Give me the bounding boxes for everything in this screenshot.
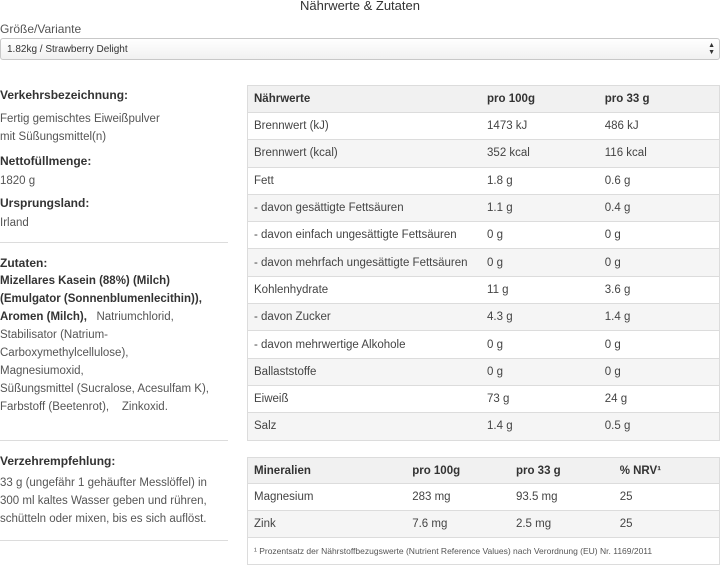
cell: 24 g [599, 385, 720, 412]
cell: Magnesium [248, 484, 407, 511]
cell: Zink [248, 511, 407, 538]
table-row [248, 167, 720, 194]
minerals-header-name: Mineralien [248, 458, 407, 484]
cell: 283 mg [406, 484, 510, 511]
ingredient-line-1: Mizellares Kasein (88%) (Milch) [0, 275, 170, 287]
cell: Brennwert (kcal) [248, 140, 482, 167]
cell: 0.5 g [599, 413, 720, 440]
table-row [248, 222, 720, 249]
table-row [248, 358, 720, 385]
origin-value: Irland [0, 217, 29, 229]
variant-label: Größe/Variante [0, 22, 82, 36]
divider [0, 540, 228, 541]
table-row [248, 276, 720, 303]
usage-line-1: 33 g (ungefähr 1 gehäufter Messlöffel) in [0, 477, 207, 489]
usage-heading: Verzehrempfehlung: [0, 454, 116, 468]
table-row [248, 194, 720, 221]
variant-selected-value: 1.82kg / Strawberry Delight [7, 44, 128, 55]
nutrition-header-33g: pro 33 g [599, 86, 720, 113]
cell: Brennwert (kJ) [248, 113, 482, 140]
cell: 1.8 g [481, 167, 599, 194]
divider [0, 242, 228, 243]
ingredient-line-8b: Zinkoxid. [121, 401, 168, 413]
usage-line-2: 300 ml kaltes Wasser geben und rühren, [0, 495, 207, 507]
variant-select[interactable] [0, 38, 720, 60]
cell: Salz [248, 413, 482, 440]
cell: 1.4 g [599, 304, 720, 331]
cell: 116 kcal [599, 140, 720, 167]
usage-block [0, 454, 228, 525]
cell: 0 g [599, 222, 720, 249]
table-row [248, 140, 720, 167]
cell: 0 g [599, 249, 720, 276]
cell: 486 kJ [599, 113, 720, 140]
cell: 4.3 g [481, 304, 599, 331]
cell: 352 kcal [481, 140, 599, 167]
select-arrows-icon: ▲ ▼ [708, 42, 715, 56]
cell: Fett [248, 167, 482, 194]
cell: 93.5 mg [510, 484, 614, 511]
cell: 3.6 g [599, 276, 720, 303]
cell: - davon gesättigte Fettsäuren [248, 194, 482, 221]
name-line-2: mit Süßungsmittel(n) [0, 131, 107, 143]
minerals-header-100g: pro 100g [406, 458, 510, 484]
cell: 73 g [481, 385, 599, 412]
cell: 25 [614, 511, 720, 538]
minerals-header-nrv: % NRV¹ [614, 458, 720, 484]
ingredients-heading: Zutaten: [0, 256, 48, 270]
ingredient-line-5: Carboxymethylcellulose), [0, 347, 129, 359]
name-heading: Verkehrsbezeichnung: [0, 88, 129, 102]
cell: Kohlenhydrate [248, 276, 482, 303]
ingredient-line-3-bold: Aromen (Milch), [0, 311, 87, 323]
cell: 0 g [481, 331, 599, 358]
cell: 0.6 g [599, 167, 720, 194]
footnote: ¹ Prozentsatz der Nährstoffbezugswerte (Nutrient Reference Values) nach Verordnung (EU) Nr. 1169/2011 [248, 538, 720, 565]
cell: - davon mehrwertige Alkohole [248, 331, 482, 358]
nutrition-table [247, 85, 720, 441]
divider [0, 440, 228, 441]
cell: 7.6 mg [406, 511, 510, 538]
minerals-table [247, 457, 720, 565]
cell: 1.4 g [481, 413, 599, 440]
cell: 2.5 mg [510, 511, 614, 538]
cell: - davon einfach ungesättigte Fettsäuren [248, 222, 482, 249]
cell: - davon mehrfach ungesättigte Fettsäuren [248, 249, 482, 276]
page-title: Nährwerte & Zutaten [300, 0, 420, 13]
cell: 0 g [481, 358, 599, 385]
ingredients-block [0, 256, 228, 413]
cell: - davon Zucker [248, 304, 482, 331]
cell: 0 g [599, 358, 720, 385]
ingredient-line-3: Natriumchlorid, [96, 311, 174, 323]
cell: 0 g [599, 331, 720, 358]
cell: 0 g [481, 249, 599, 276]
cell: 1473 kJ [481, 113, 599, 140]
net-heading: Nettofüllmenge: [0, 154, 92, 168]
footnote-row [248, 538, 720, 565]
table-row [248, 385, 720, 412]
table-row [248, 484, 720, 511]
cell: Eiweiß [248, 385, 482, 412]
table-row [248, 511, 720, 538]
nutrition-header-100g: pro 100g [481, 86, 599, 113]
table-row [248, 249, 720, 276]
ingredient-line-4: Stabilisator (Natrium- [0, 329, 108, 341]
ingredient-line-6: Magnesiumoxid, [0, 365, 84, 377]
cell: 0 g [481, 222, 599, 249]
ingredient-line-2: (Emulgator (Sonnenblumenlecithin)), [0, 293, 202, 305]
cell: 11 g [481, 276, 599, 303]
ingredient-line-8a: Farbstoff (Beetenrot), [0, 401, 110, 413]
cell: 1.1 g [481, 194, 599, 221]
table-row [248, 113, 720, 140]
cell: 25 [614, 484, 720, 511]
cell: Ballaststoffe [248, 358, 482, 385]
ingredient-line-7: Süßungsmittel (Sucralose, Acesulfam K), [0, 383, 209, 395]
table-row [248, 413, 720, 440]
nutrition-header-name: Nährwerte [248, 86, 482, 113]
name-line-1: Fertig gemischtes Eiweißpulver [0, 113, 160, 125]
table-row [248, 331, 720, 358]
usage-line-3: schütteln oder mixen, bis es sich auflöst. [0, 513, 207, 525]
net-value: 1820 g [0, 175, 36, 187]
cell: 0.4 g [599, 194, 720, 221]
minerals-header-33g: pro 33 g [510, 458, 614, 484]
origin-heading: Ursprungsland: [0, 196, 90, 210]
table-row [248, 304, 720, 331]
